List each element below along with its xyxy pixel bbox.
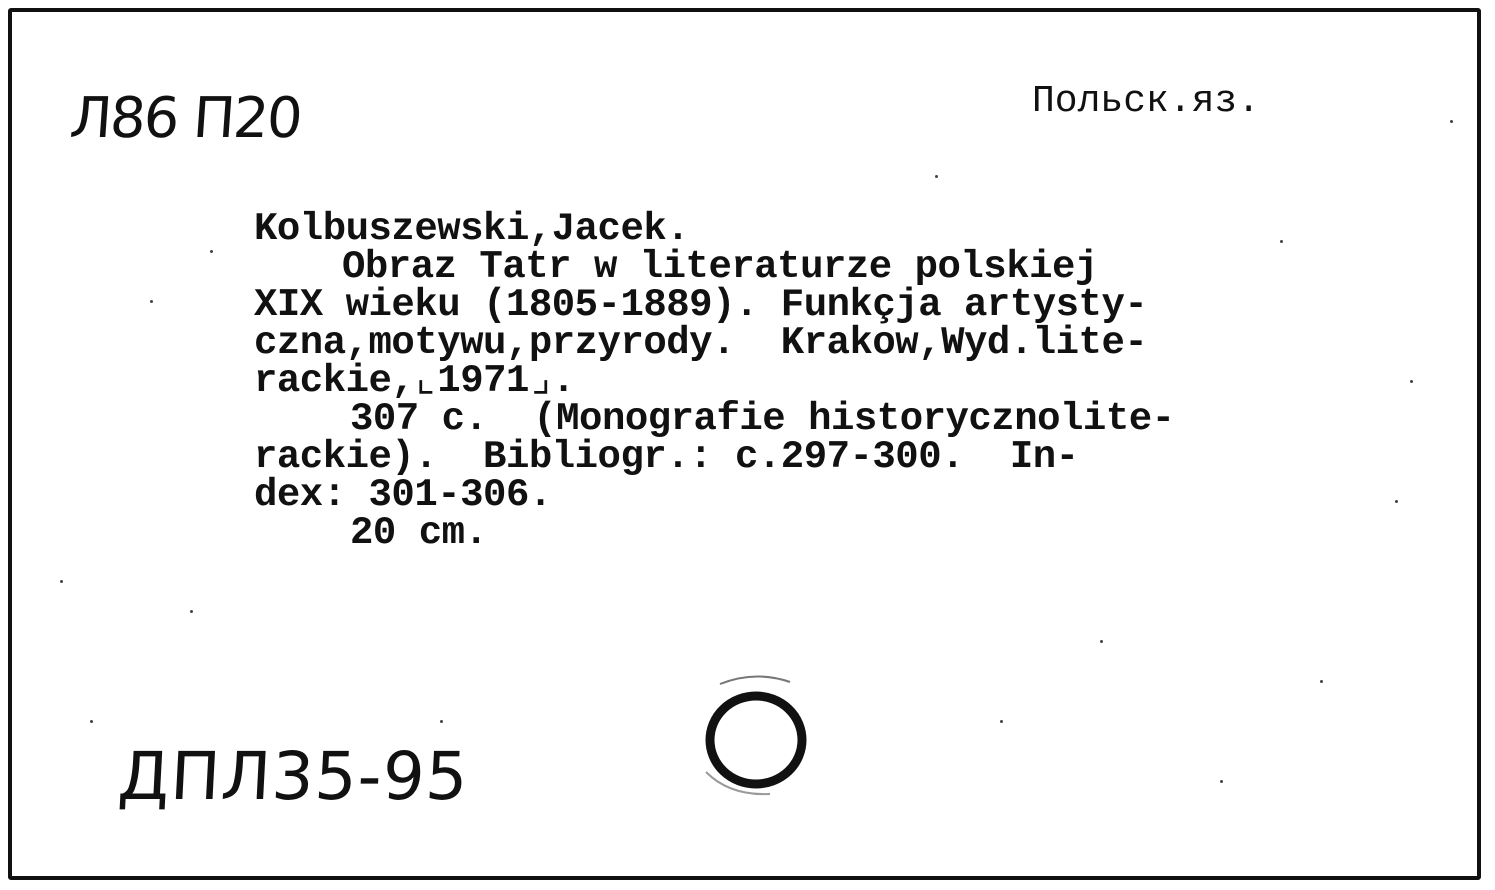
call-number: Л86 П20 [67, 86, 303, 151]
title-continuation-line: XIX wieku (1805-1889). Funkçja artysty- [254, 283, 1148, 327]
scan-speck [1000, 720, 1003, 723]
series-bibliography-line: rackie). Bibliogr.: c.297-300. In- [254, 435, 1079, 479]
index-line: dex: 301-306. [254, 473, 552, 517]
bibliographic-entry [254, 207, 1454, 555]
circle-stamp-icon [700, 672, 820, 807]
scan-speck [1220, 780, 1223, 783]
scan-speck [90, 720, 93, 723]
scan-speck [935, 175, 938, 178]
scan-speck [1100, 640, 1103, 643]
scan-speck [1410, 380, 1413, 383]
scan-speck [1320, 680, 1323, 683]
pagination-line: 307 c. (Monografie historycznolite- [350, 397, 1175, 441]
author-line: Kolbuszewski,Jacek. [254, 207, 690, 251]
scan-speck [1450, 120, 1453, 123]
scan-speck [190, 610, 193, 613]
scan-speck [1395, 500, 1398, 503]
publication-line: czna,motywu,przyrody. Krakow,Wyd.lite- [254, 321, 1148, 365]
title-line: Obraz Tatr w literaturze polskiej [342, 245, 1098, 289]
scan-speck [1280, 240, 1283, 243]
inventory-number: ДПЛ35-95 [115, 738, 471, 815]
publisher-year-line: rackie,⌞1971⌟. [254, 359, 575, 403]
scan-speck [60, 580, 63, 583]
scan-speck [150, 300, 153, 303]
dimensions-line: 20 cm. [350, 511, 488, 555]
scan-speck [210, 250, 213, 253]
scan-speck [440, 720, 443, 723]
language-label: Польск.яз. [1032, 80, 1261, 123]
